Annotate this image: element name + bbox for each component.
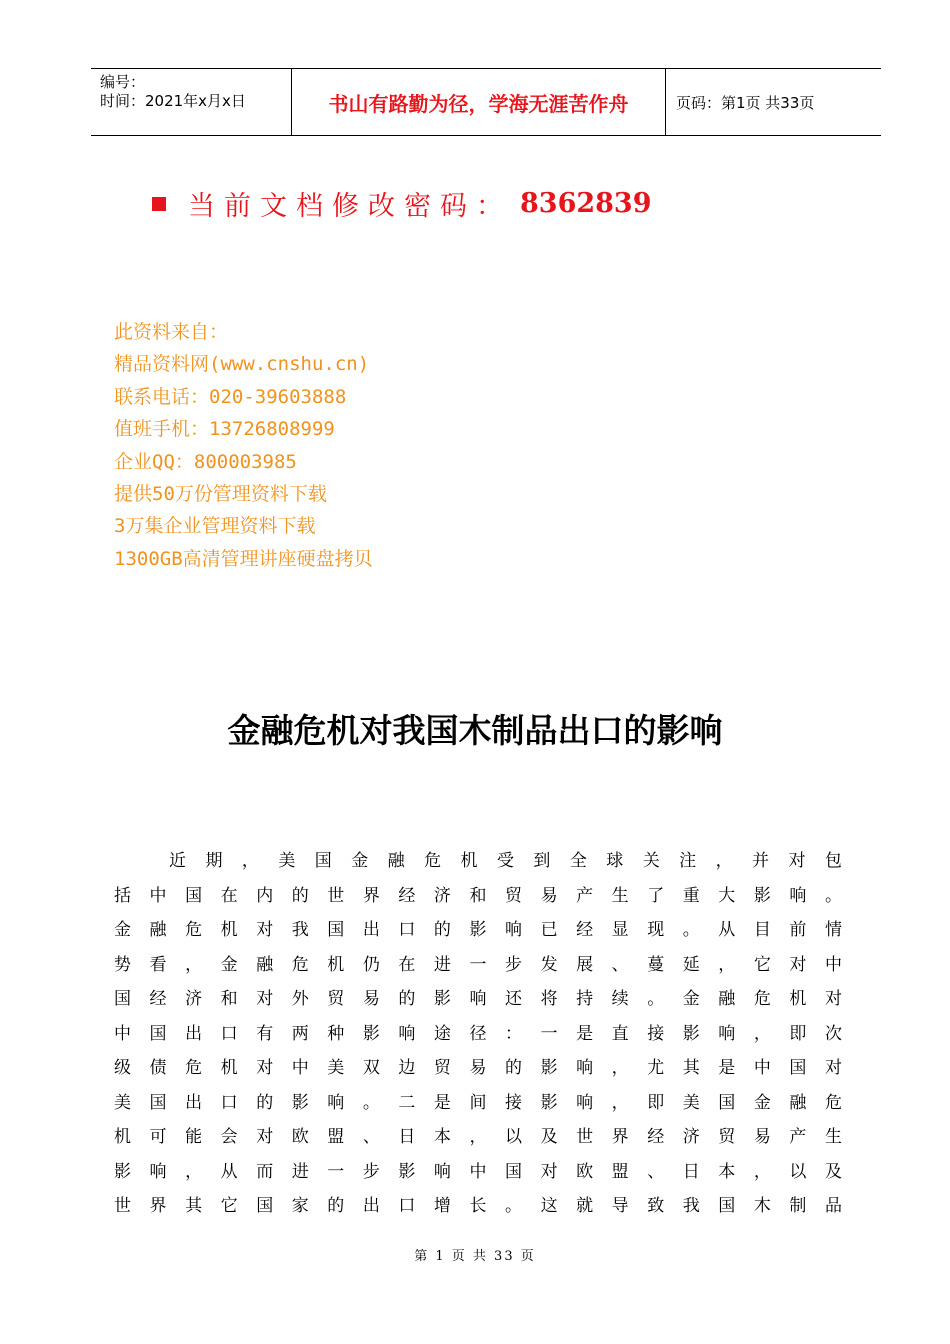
body-line: 势 看 ， 金 融 危 机 仍 在 进 一 步 发 展 、 蔓 延 ， 它 对 中: [114, 954, 842, 975]
body-line: 金 融 危 机 对 我 国 出 口 的 影 响 已 经 显 现 。 从 目 前 情: [114, 920, 842, 940]
source-info: [114, 316, 373, 575]
source-line: 精品资料网(www.cnshu.cn): [114, 353, 370, 376]
time-label: 时间：2021年x月x日: [100, 92, 246, 110]
body-paragraph: [114, 844, 842, 1224]
body-line: 机 可 能 会 对 欧 盟 、 日 本 ， 以 及 世 界 经 济 贸 易 产 生: [114, 1127, 842, 1147]
body-line: 美 国 出 口 的 影 响 。 二 是 间 接 影 响 ， 即 美 国 金 融 危: [114, 1092, 842, 1113]
square-bullet-icon: [152, 197, 166, 211]
header-page-info: 页码：第1页 共33页: [676, 93, 815, 112]
password-notice: [152, 184, 652, 223]
source-line: 此资料来自：: [114, 321, 229, 343]
number-label: 编号：: [100, 73, 146, 91]
page-header: [91, 68, 881, 136]
body-line: 中 国 出 口 有 两 种 影 响 途 径 ： 一 是 直 接 影 响 ， 即 次: [114, 1023, 842, 1044]
body-line: 世 界 其 它 国 家 的 出 口 增 长 。 这 就 导 致 我 国 木 制 品: [114, 1196, 842, 1216]
source-line: 3万集企业管理资料下载: [114, 515, 316, 538]
body-line: 国 经 济 和 对 外 贸 易 的 影 响 还 将 持 续 。 金 融 危 机 对: [114, 989, 842, 1009]
source-line: 1300GB高清管理讲座硬盘拷贝: [114, 547, 373, 570]
password-label: 当前文档修改密码：: [188, 191, 512, 222]
source-line: 值班手机：13726808999: [114, 418, 335, 441]
body-line: 括 中 国 在 内 的 世 界 经 济 和 贸 易 产 生 了 重 大 影 响 。: [114, 885, 842, 906]
header-meta: [91, 69, 292, 135]
body-line: 近 期 ， 美 国 金 融 危 机 受 到 全 球 关 注 ， 并 对 包: [169, 851, 842, 871]
body-line: 影 响 ， 从 而 进 一 步 影 响 中 国 对 欧 盟 、 日 本 ， 以 及: [114, 1161, 842, 1182]
password-code: 8362839: [520, 188, 652, 219]
body-line: 级 债 危 机 对 中 美 双 边 贸 易 的 影 响 ， 尤 其 是 中 国 对: [114, 1058, 842, 1078]
source-line: 提供50万份管理资料下载: [114, 483, 327, 506]
source-line: 企业QQ：800003985: [114, 450, 297, 473]
source-line: 联系电话：020-39603888: [114, 385, 347, 408]
document-title: 金融危机对我国木制品出口的影响: [227, 711, 723, 750]
header-motto: 书山有路勤为径，学海无涯苦作舟: [292, 69, 666, 135]
page-footer: 第 1 页 共 33 页: [414, 1249, 536, 1264]
